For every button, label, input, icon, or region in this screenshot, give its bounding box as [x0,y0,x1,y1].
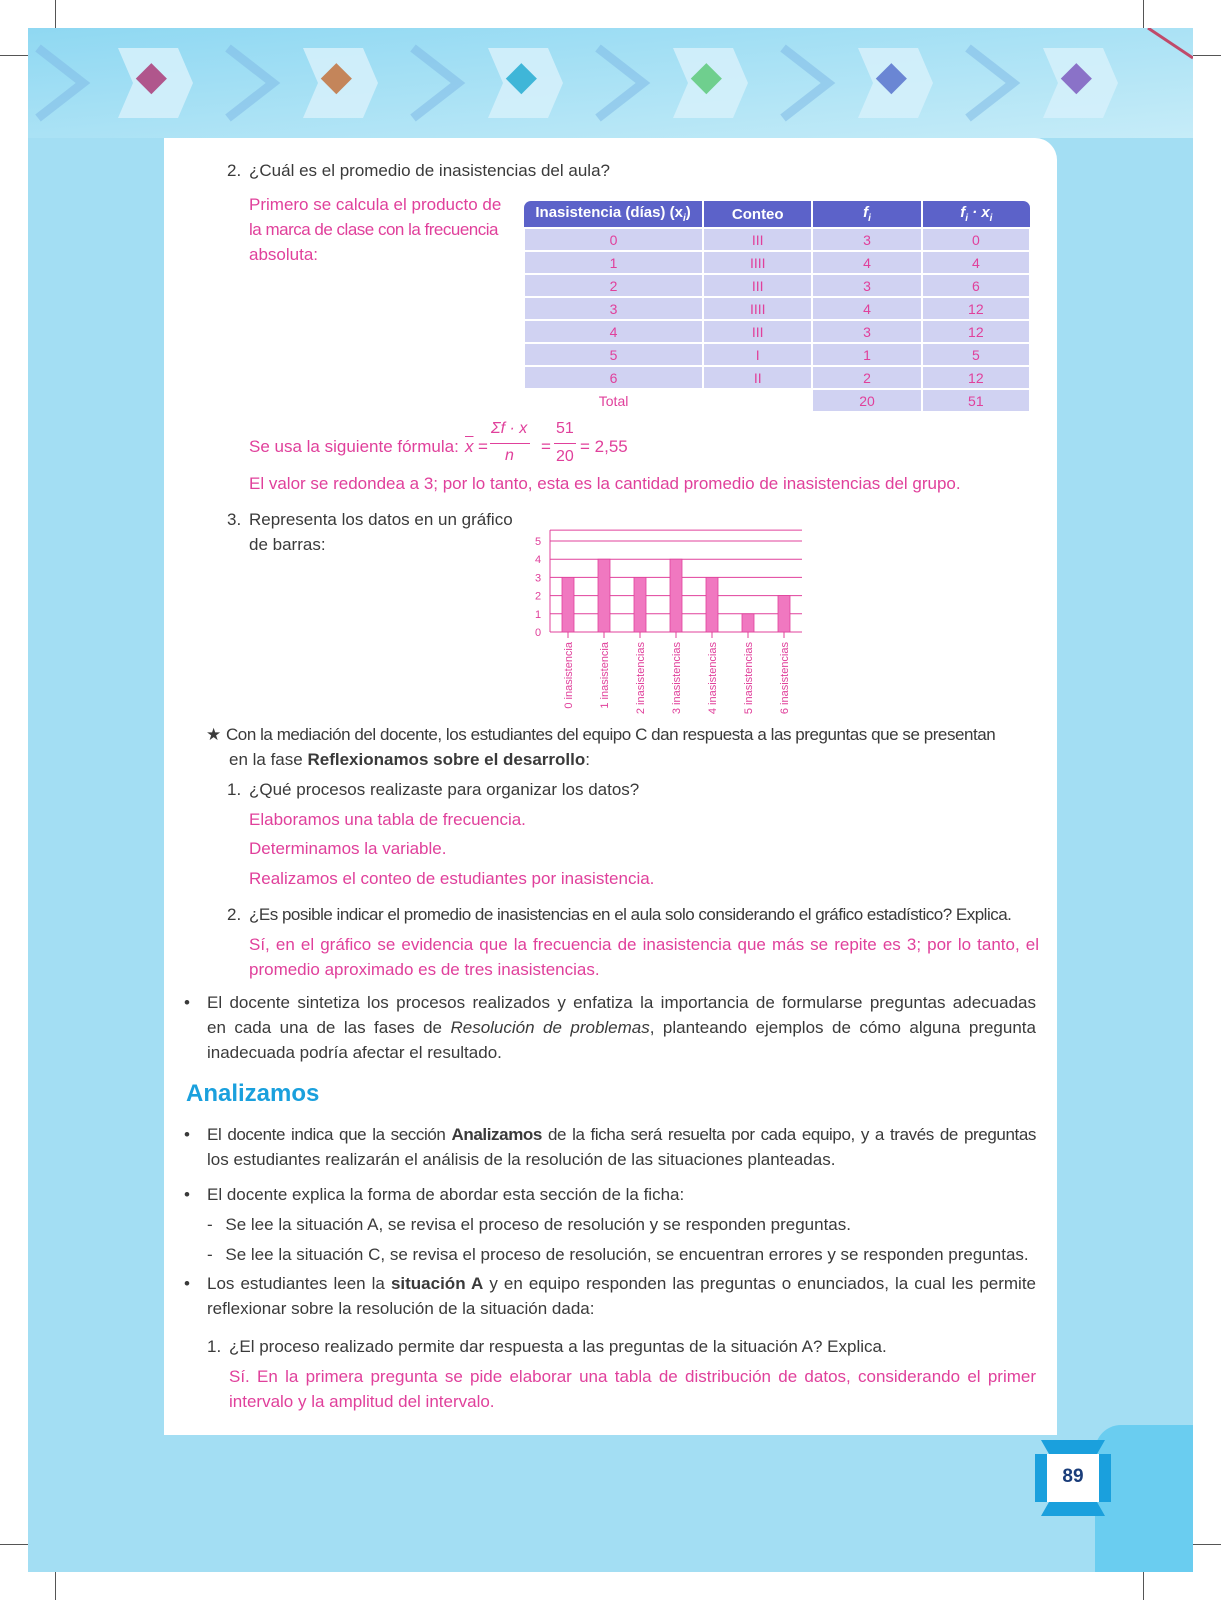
dash-item: - Se lee la situación A, se revisa el proceso de resolución y se responden preguntas. [207,1215,851,1234]
paragraph-line: reflexionar sobre la resolución de la situación dada: [207,1299,595,1318]
analizamos-question-1 [207,1334,887,1359]
star-item: ★ Con la mediación del docente, los estudiantes del equipo C dan respuesta a las preguntas que se presentan en la fase Reflexionamos sobre el desarrollo: [206,725,996,769]
formula-result: = 2,55 [580,437,628,456]
table-row: 2 III 3 6 [524,274,1030,297]
answer-line: Realizamos el conteo de estudiantes por inasistencia. [249,869,655,888]
crop-mark [55,0,56,28]
question-text: ¿Cuál es el promedio de inasistencias del aula? [249,161,610,180]
table-header-row [524,201,1030,228]
bullet-dot: • [184,993,190,1012]
header-fi-xi: $f_i \cdot x_i$ [922,201,1030,228]
answer-line: Elaboramos una tabla de frecuencia. [249,810,526,829]
y-tick-label: 1 [534,608,542,621]
y-tick-label: 5 [534,536,542,548]
question-number: 1. [227,780,242,799]
table-row: 0 III 3 0 [524,228,1030,251]
intro-line: la marca de clase con la frecuencia [249,220,498,239]
table-row: 5 I 1 5 [524,343,1030,366]
total-label: Total [524,389,703,412]
formula-equals: = [478,437,488,456]
paragraph-line: El docente sintetiza los procesos realizados y enfatiza la importancia de formularse preguntas adecuadas [207,993,1036,1012]
answer-paragraph [249,932,1039,982]
answer-line: Sí. En la primera pregunta se pide elaborar una tabla de distribución de datos, considerando el primer [229,1367,1036,1386]
star-icon: ★ [206,725,222,744]
x-tick-label: 0 inasistencia [563,642,575,709]
bullet-paragraph [207,1271,1036,1321]
bar [778,596,790,632]
crop-mark [55,1572,56,1600]
conclusion-text: El valor se redondea a 3; por lo tanto, esta es la cantidad promedio de inasistencias del grupo. [249,474,961,493]
x-tick-label: 1 inasistencia [599,642,611,709]
question-number: 2. [227,905,242,924]
question-number: 2. [227,161,242,180]
table-row: 3 IIII 4 12 [524,297,1030,320]
question-text: de barras: [249,535,326,554]
crop-mark [0,55,28,56]
bar [562,577,574,632]
bar [670,559,682,632]
table-row: 4 III 3 12 [524,320,1030,343]
answer-line: Sí, en el gráfico se evidencia que la frecuencia de inasistencia que más se repite es 3; por lo tanto, el [249,935,1039,954]
fraction-bar [554,443,576,444]
frequency-table [523,201,1031,413]
formula-numerator: Σf · x [491,420,528,437]
fraction-bar [490,443,530,444]
formula-denominator: n [505,447,514,464]
question-text: Represent​a los datos en un gráfico [249,510,513,529]
bullet-paragraph [207,1122,1036,1172]
table-total-row [524,389,1030,412]
header-conteo: Conteo [703,201,812,228]
paragraph-line: Los estudiantes leen la situación A y en equipo responden las preguntas o enunciados, la cual les permite [207,1274,1037,1293]
question-number: 3. [227,510,242,529]
formula-xbar: $\overline{x}$ [465,437,474,456]
table-row: 6 II 2 12 [524,366,1030,389]
formula-denominator-value: 20 [556,448,574,465]
section-heading: Analizamos [186,1080,320,1107]
crop-mark [1143,0,1144,28]
bar [598,559,610,632]
paragraph-line: El docente indica que la sección Analizamos de la ficha será resuelta por cada equipo, y a través de preguntas [207,1125,1037,1144]
page-number: 89 [1062,1466,1084,1487]
bar [706,577,718,632]
table-row: 1 IIII 4 4 [524,251,1030,274]
intro-line: absoluta: [249,245,318,264]
dash-item: - Se lee la situación C, se revisa el proceso de resolución, se encuentran errores y se responden preguntas. [207,1245,1029,1264]
question-text: ¿Qué procesos realizaste para organizar los datos? [249,780,640,799]
formula-equals: = [541,437,551,456]
crop-mark [0,1544,28,1545]
intro-text [249,192,514,267]
y-tick-label: 3 [534,572,542,585]
crop-mark [1193,1544,1221,1545]
bullet-paragraph [207,990,1036,1065]
question-2 [227,158,610,183]
bullet-dot: • [184,1125,190,1144]
bullet-dot: • [184,1274,190,1293]
y-tick-label: 2 [534,590,542,603]
x-tick-label: 5 inasistencias [743,642,755,715]
x-tick-label: 4 inasistencias [707,642,719,715]
x-tick-label: 3 inasistencias [671,642,683,715]
question-text: ¿Es posible indicar el promedio de inasistencias en el aula solo considerando el gráfico estadístico? Explica. [249,905,1012,924]
y-tick-label: 4 [534,554,542,567]
paragraph-line: los estudiantes realizarán el análisis de la resolución de las situaciones planteadas. [207,1150,836,1169]
reflex-question-1 [227,777,639,802]
bullet-paragraph: El docente explica la forma de abordar esta sección de la ficha: [207,1185,685,1204]
decorative-banner [28,28,1193,138]
star-item-bold: Reflexionamos sobre el desarrollo [307,750,586,769]
bar [742,614,754,632]
star-item-text: Con la mediación del docente, los estudiantes del equipo C dan respuesta a las preguntas que se presentan [225,725,996,744]
bar-chart [530,520,820,720]
answer-line: intervalo y la amplitud del intervalo. [229,1392,495,1411]
total-fx: 51 [922,389,1030,412]
total-f: 20 [812,389,921,412]
crop-mark [1193,55,1221,56]
star-item-text: en la fase [229,750,303,769]
answer-line: promedio aproximado es de tres inasistencias. [249,960,600,979]
paragraph-line: en cada una de las fases de Resolución de problemas, planteando ejemplos de cómo alguna pregunta [207,1018,1036,1037]
y-tick-label: 0 [534,627,542,639]
intro-line: Primero se calcula el producto de [249,195,502,214]
question-number: 1. [207,1337,222,1356]
question-3 [227,507,527,557]
bar [634,577,646,632]
answer-paragraph [229,1364,1036,1414]
reflex-question-2 [227,902,1011,927]
question-text: ¿El proceso realizado permite dar respuesta a las preguntas de la situación A? Explica. [229,1337,887,1356]
formula-prefix: Se usa la siguiente fórmula: [249,437,459,456]
formula-numerator-value: 51 [556,420,574,437]
header-fi: $f_i$ [812,201,921,228]
header-inasistencia: Inasistencia (días) $(x_i)$ [524,201,703,228]
x-tick-label: 2 inasistencias [635,642,647,715]
paragraph-line: inadecuada podría afectar el resultado. [207,1043,502,1062]
answer-line: Determinamos la variable. [249,839,447,858]
bullet-dot: • [184,1185,190,1204]
x-tick-label: 6 inasistencias [779,642,791,715]
crop-mark [1143,1572,1144,1600]
